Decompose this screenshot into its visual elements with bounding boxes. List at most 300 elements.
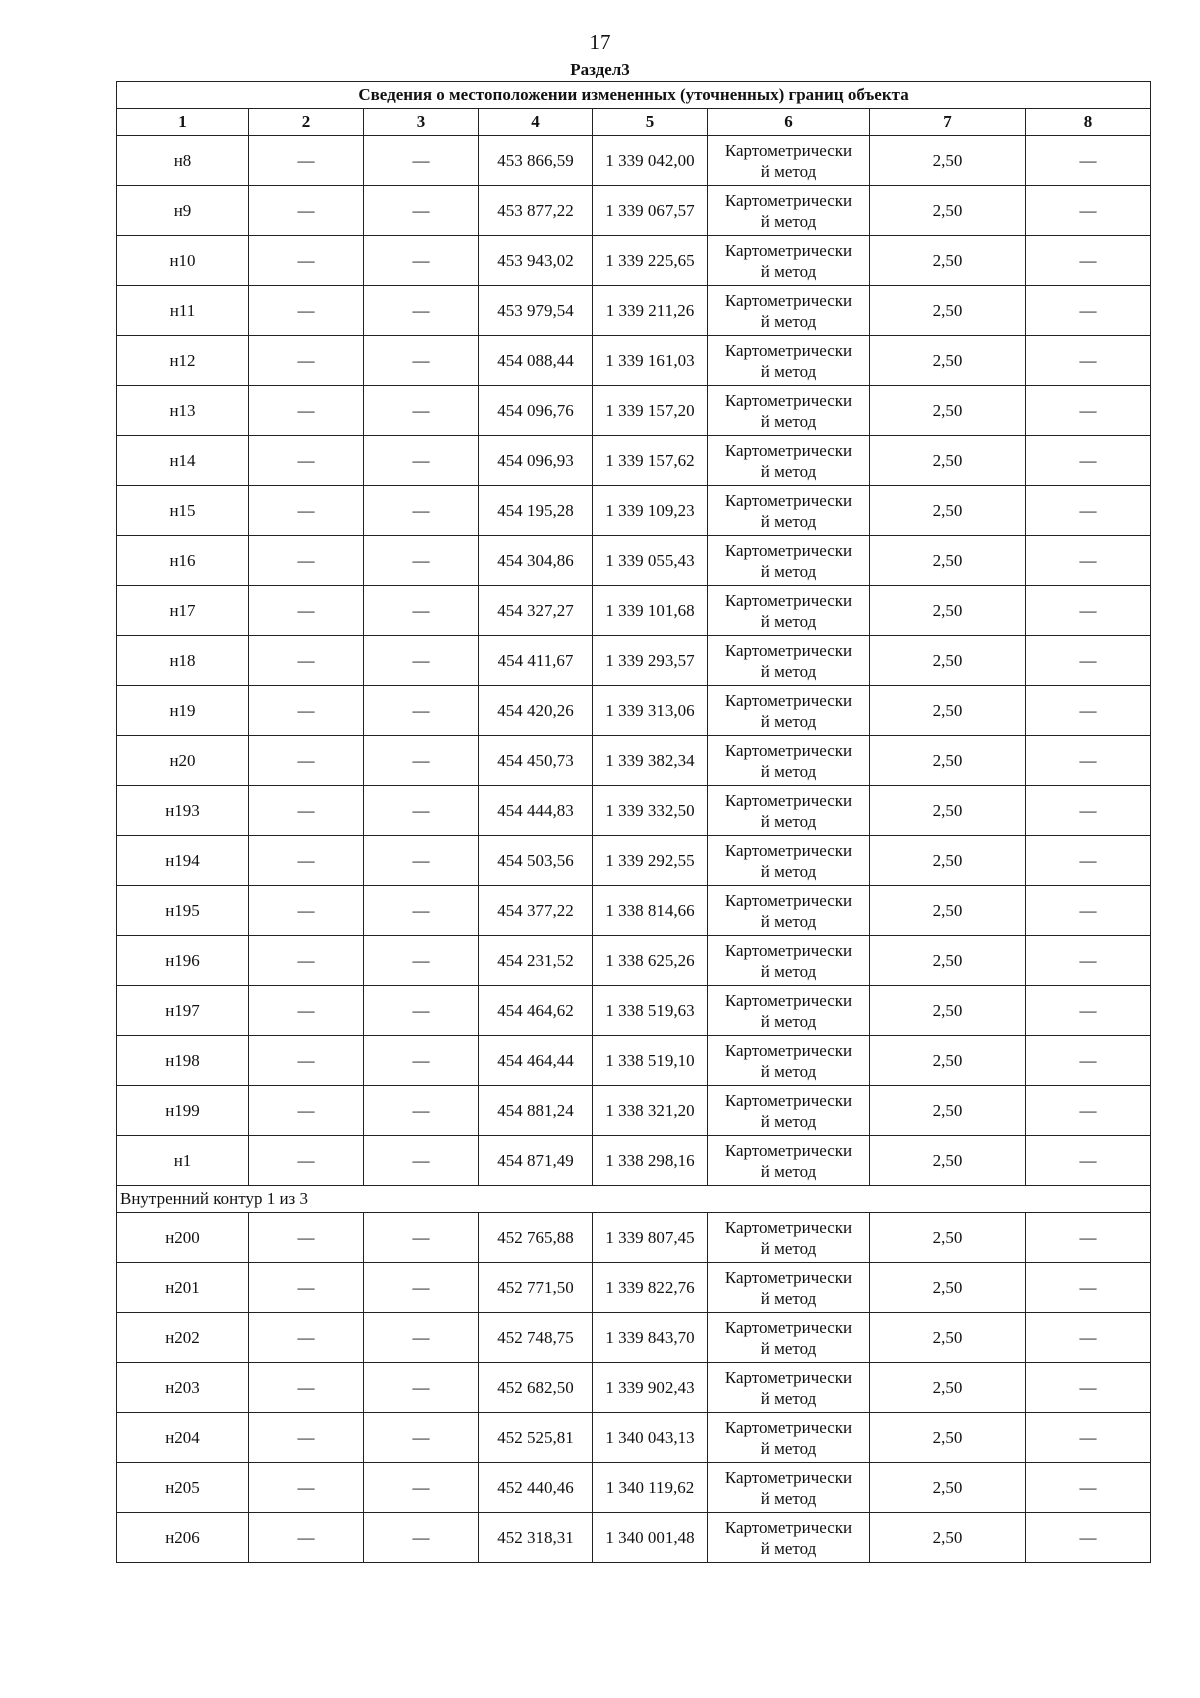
method-cell [708,286,870,336]
y-coordinate-cell: 1 339 225,65 [593,236,708,286]
method-line: й метод [760,1388,817,1408]
method-line: Картометрически [724,340,853,360]
y-coordinate-cell: 1 338 814,66 [593,886,708,936]
method-cell [708,136,870,186]
method-line: й метод [760,1161,817,1181]
method-line: й метод [760,411,817,431]
table-row [117,1463,1151,1513]
empty-cell-col3: — [364,286,479,336]
empty-cell-col8: — [1026,1213,1151,1263]
empty-cell-col8: — [1026,686,1151,736]
empty-cell-col3: — [364,1413,479,1463]
point-id-cell: н11 [117,286,249,336]
empty-cell-col2: — [249,136,364,186]
method-line: Картометрически [724,1090,853,1110]
empty-cell-col3: — [364,986,479,1036]
x-coordinate-cell: 454 096,76 [479,386,593,436]
x-coordinate-cell: 453 943,02 [479,236,593,286]
column-header: 8 [1026,109,1151,136]
point-id-cell: н19 [117,686,249,736]
x-coordinate-cell: 452 765,88 [479,1213,593,1263]
empty-cell-col3: — [364,836,479,886]
empty-cell-col2: — [249,336,364,386]
point-id-cell: н202 [117,1313,249,1363]
method-cell [708,486,870,536]
point-id-cell: н205 [117,1463,249,1513]
x-coordinate-cell: 454 871,49 [479,1136,593,1186]
page-number: 17 [589,30,611,54]
point-id-cell: н9 [117,186,249,236]
accuracy-cell: 2,50 [870,1513,1026,1563]
point-id-cell: н193 [117,786,249,836]
accuracy-cell: 2,50 [870,1363,1026,1413]
x-coordinate-cell: 454 411,67 [479,636,593,686]
empty-cell-col3: — [364,1036,479,1086]
empty-cell-col3: — [364,1263,479,1313]
method-line: й метод [760,311,817,331]
empty-cell-col3: — [364,786,479,836]
method-line: й метод [760,1238,817,1258]
empty-cell-col8: — [1026,186,1151,236]
table-row [117,1413,1151,1463]
table-row [117,286,1151,336]
y-coordinate-cell: 1 339 332,50 [593,786,708,836]
point-id-cell: н16 [117,536,249,586]
x-coordinate-cell: 454 195,28 [479,486,593,536]
point-id-cell: н201 [117,1263,249,1313]
empty-cell-col8: — [1026,1463,1151,1513]
table-row [117,486,1151,536]
x-coordinate-cell: 454 450,73 [479,736,593,786]
method-cell [708,786,870,836]
y-coordinate-cell: 1 338 321,20 [593,1086,708,1136]
point-id-cell: н204 [117,1413,249,1463]
x-coordinate-cell: 453 979,54 [479,286,593,336]
y-coordinate-cell: 1 339 292,55 [593,836,708,886]
table-row [117,186,1151,236]
point-id-cell: н206 [117,1513,249,1563]
empty-cell-col8: — [1026,1086,1151,1136]
y-coordinate-cell: 1 339 293,57 [593,636,708,686]
method-line: Картометрически [724,440,853,460]
empty-cell-col2: — [249,436,364,486]
method-line: Картометрически [724,1267,853,1287]
method-cell [708,1313,870,1363]
point-id-cell: н17 [117,586,249,636]
accuracy-cell: 2,50 [870,1413,1026,1463]
method-line: Картометрически [724,490,853,510]
accuracy-cell: 2,50 [870,1086,1026,1136]
empty-cell-col2: — [249,1213,364,1263]
method-line: Картометрически [724,740,853,760]
point-id-cell: н14 [117,436,249,486]
table-row [117,1036,1151,1086]
method-line: Картометрически [724,940,853,960]
empty-cell-col2: — [249,686,364,736]
table-row [117,1213,1151,1263]
empty-cell-col3: — [364,336,479,386]
table-row [117,1136,1151,1186]
method-cell [708,586,870,636]
y-coordinate-cell: 1 339 313,06 [593,686,708,736]
accuracy-cell: 2,50 [870,1213,1026,1263]
method-cell [708,686,870,736]
y-coordinate-cell: 1 339 101,68 [593,586,708,636]
method-line: Картометрически [724,790,853,810]
table-row [117,336,1151,386]
table-row [117,586,1151,636]
x-coordinate-cell: 452 318,31 [479,1513,593,1563]
empty-cell-col3: — [364,136,479,186]
point-id-cell: н199 [117,1086,249,1136]
x-coordinate-cell: 454 420,26 [479,686,593,736]
method-cell [708,436,870,486]
empty-cell-col8: — [1026,1263,1151,1313]
x-coordinate-cell: 454 881,24 [479,1086,593,1136]
empty-cell-col2: — [249,1086,364,1136]
method-line: й метод [760,1488,817,1508]
table-row [117,736,1151,786]
method-line: Картометрически [724,1517,853,1537]
point-id-cell: н8 [117,136,249,186]
table-caption: Сведения о местоположении измененных (уточненных) границ объекта [117,82,1151,109]
method-cell [708,1213,870,1263]
empty-cell-col2: — [249,386,364,436]
empty-cell-col2: — [249,886,364,936]
empty-cell-col2: — [249,1413,364,1463]
y-coordinate-cell: 1 339 055,43 [593,536,708,586]
table-row [117,1363,1151,1413]
y-coordinate-cell: 1 339 067,57 [593,186,708,236]
empty-cell-col3: — [364,186,479,236]
empty-cell-col2: — [249,1136,364,1186]
empty-cell-col8: — [1026,886,1151,936]
method-cell [708,1263,870,1313]
contour-label: Внутренний контур 1 из 3 [117,1186,1151,1213]
x-coordinate-cell: 454 464,44 [479,1036,593,1086]
empty-cell-col2: — [249,186,364,236]
table-caption-row [117,82,1151,109]
method-line: Картометрически [724,1217,853,1237]
method-line: Картометрически [724,1367,853,1387]
column-header: 3 [364,109,479,136]
method-line: Картометрически [724,290,853,310]
x-coordinate-cell: 452 525,81 [479,1413,593,1463]
empty-cell-col8: — [1026,536,1151,586]
accuracy-cell: 2,50 [870,1036,1026,1086]
table-row [117,236,1151,286]
empty-cell-col3: — [364,736,479,786]
empty-cell-col8: — [1026,486,1151,536]
empty-cell-col3: — [364,1086,479,1136]
method-line: й метод [760,1061,817,1081]
empty-cell-col8: — [1026,336,1151,386]
accuracy-cell: 2,50 [870,136,1026,186]
method-line: Картометрически [724,690,853,710]
empty-cell-col3: — [364,536,479,586]
empty-cell-col2: — [249,1463,364,1513]
table-row [117,1263,1151,1313]
empty-cell-col3: — [364,586,479,636]
y-coordinate-cell: 1 339 157,20 [593,386,708,436]
method-line: Картометрически [724,190,853,210]
method-line: й метод [760,811,817,831]
column-header: 5 [593,109,708,136]
point-id-cell: н1 [117,1136,249,1186]
empty-cell-col2: — [249,286,364,336]
method-line: Картометрически [724,1140,853,1160]
empty-cell-col3: — [364,636,479,686]
method-cell [708,536,870,586]
method-line: Картометрически [724,590,853,610]
y-coordinate-cell: 1 338 298,16 [593,1136,708,1186]
method-line: й метод [760,511,817,531]
column-header: 2 [249,109,364,136]
accuracy-cell: 2,50 [870,736,1026,786]
method-line: й метод [760,1538,817,1558]
y-coordinate-cell: 1 339 843,70 [593,1313,708,1363]
x-coordinate-cell: 452 682,50 [479,1363,593,1413]
method-line: й метод [760,561,817,581]
empty-cell-col3: — [364,486,479,536]
empty-cell-col3: — [364,236,479,286]
method-cell [708,1086,870,1136]
accuracy-cell: 2,50 [870,636,1026,686]
x-coordinate-cell: 454 503,56 [479,836,593,886]
table-row [117,686,1151,736]
method-cell [708,186,870,236]
method-line: й метод [760,711,817,731]
accuracy-cell: 2,50 [870,386,1026,436]
method-line: Картометрически [724,240,853,260]
method-cell [708,886,870,936]
y-coordinate-cell: 1 339 161,03 [593,336,708,386]
x-coordinate-cell: 454 464,62 [479,986,593,1036]
section-title: Раздел3 [570,60,630,79]
empty-cell-col2: — [249,986,364,1036]
y-coordinate-cell: 1 339 042,00 [593,136,708,186]
table-row [117,386,1151,436]
method-cell [708,1036,870,1086]
method-cell [708,986,870,1036]
accuracy-cell: 2,50 [870,1313,1026,1363]
table-row [117,936,1151,986]
empty-cell-col2: — [249,1363,364,1413]
y-coordinate-cell: 1 339 902,43 [593,1363,708,1413]
accuracy-cell: 2,50 [870,486,1026,536]
y-coordinate-cell: 1 339 211,26 [593,286,708,336]
method-cell [708,236,870,286]
table-row [117,1513,1151,1563]
empty-cell-col8: — [1026,236,1151,286]
method-line: й метод [760,1338,817,1358]
empty-cell-col3: — [364,936,479,986]
empty-cell-col2: — [249,1263,364,1313]
method-line: й метод [760,861,817,881]
boundary-coordinates-table [116,81,1151,1563]
empty-cell-col8: — [1026,1036,1151,1086]
accuracy-cell: 2,50 [870,686,1026,736]
point-id-cell: н195 [117,886,249,936]
method-line: й метод [760,761,817,781]
method-line: Картометрически [724,1467,853,1487]
method-cell [708,1136,870,1186]
point-id-cell: н196 [117,936,249,986]
empty-cell-col2: — [249,1513,364,1563]
method-line: Картометрически [724,390,853,410]
method-cell [708,386,870,436]
y-coordinate-cell: 1 338 625,26 [593,936,708,986]
empty-cell-col3: — [364,436,479,486]
y-coordinate-cell: 1 339 822,76 [593,1263,708,1313]
y-coordinate-cell: 1 339 807,45 [593,1213,708,1263]
y-coordinate-cell: 1 340 001,48 [593,1513,708,1563]
accuracy-cell: 2,50 [870,1136,1026,1186]
point-id-cell: н198 [117,1036,249,1086]
empty-cell-col2: — [249,786,364,836]
x-coordinate-cell: 454 327,27 [479,586,593,636]
empty-cell-col8: — [1026,986,1151,1036]
empty-cell-col8: — [1026,1136,1151,1186]
method-cell [708,1463,870,1513]
x-coordinate-cell: 452 771,50 [479,1263,593,1313]
empty-cell-col8: — [1026,386,1151,436]
empty-cell-col3: — [364,386,479,436]
empty-cell-col8: — [1026,636,1151,686]
empty-cell-col8: — [1026,136,1151,186]
empty-cell-col8: — [1026,1313,1151,1363]
empty-cell-col8: — [1026,586,1151,636]
y-coordinate-cell: 1 339 109,23 [593,486,708,536]
y-coordinate-cell: 1 340 043,13 [593,1413,708,1463]
method-line: Картометрически [724,1417,853,1437]
empty-cell-col3: — [364,1313,479,1363]
x-coordinate-cell: 452 440,46 [479,1463,593,1513]
point-id-cell: н10 [117,236,249,286]
table-row [117,136,1151,186]
accuracy-cell: 2,50 [870,886,1026,936]
method-line: й метод [760,911,817,931]
empty-cell-col8: — [1026,436,1151,486]
x-coordinate-cell: 454 231,52 [479,936,593,986]
empty-cell-col2: — [249,486,364,536]
empty-cell-col3: — [364,1363,479,1413]
point-id-cell: н197 [117,986,249,1036]
empty-cell-col8: — [1026,1413,1151,1463]
empty-cell-col8: — [1026,936,1151,986]
point-id-cell: н15 [117,486,249,536]
x-coordinate-cell: 454 088,44 [479,336,593,386]
y-coordinate-cell: 1 338 519,10 [593,1036,708,1086]
method-line: й метод [760,611,817,631]
method-line: й метод [760,1011,817,1031]
method-line: Картометрически [724,840,853,860]
method-line: й метод [760,261,817,281]
method-line: й метод [760,361,817,381]
empty-cell-col2: — [249,536,364,586]
point-id-cell: н18 [117,636,249,686]
empty-cell-col3: — [364,1136,479,1186]
column-header: 4 [479,109,593,136]
accuracy-cell: 2,50 [870,586,1026,636]
empty-cell-col2: — [249,1313,364,1363]
table-row [117,536,1151,586]
method-line: й метод [760,461,817,481]
empty-cell-col8: — [1026,786,1151,836]
x-coordinate-cell: 454 377,22 [479,886,593,936]
table-row [117,986,1151,1036]
x-coordinate-cell: 454 304,86 [479,536,593,586]
accuracy-cell: 2,50 [870,336,1026,386]
x-coordinate-cell: 453 866,59 [479,136,593,186]
method-line: й метод [760,1288,817,1308]
method-line: й метод [760,961,817,981]
method-line: Картометрически [724,540,853,560]
empty-cell-col2: — [249,936,364,986]
method-cell [708,936,870,986]
x-coordinate-cell: 452 748,75 [479,1313,593,1363]
accuracy-cell: 2,50 [870,436,1026,486]
y-coordinate-cell: 1 338 519,63 [593,986,708,1036]
table-row [117,436,1151,486]
accuracy-cell: 2,50 [870,286,1026,336]
method-line: Картометрически [724,1317,853,1337]
column-header-row [117,109,1151,136]
accuracy-cell: 2,50 [870,836,1026,886]
column-header: 1 [117,109,249,136]
table-row [117,786,1151,836]
empty-cell-col2: — [249,1036,364,1086]
x-coordinate-cell: 454 096,93 [479,436,593,486]
empty-cell-col2: — [249,586,364,636]
empty-cell-col3: — [364,1513,479,1563]
empty-cell-col2: — [249,736,364,786]
empty-cell-col3: — [364,886,479,936]
method-line: й метод [760,1111,817,1131]
column-header: 7 [870,109,1026,136]
method-line: й метод [760,661,817,681]
method-line: й метод [760,161,817,181]
accuracy-cell: 2,50 [870,1263,1026,1313]
method-line: й метод [760,211,817,231]
contour-label-row [117,1186,1151,1213]
table-row [117,1313,1151,1363]
point-id-cell: н200 [117,1213,249,1263]
accuracy-cell: 2,50 [870,986,1026,1036]
method-cell [708,336,870,386]
method-cell [708,1363,870,1413]
method-line: Картометрически [724,990,853,1010]
method-cell [708,636,870,686]
x-coordinate-cell: 454 444,83 [479,786,593,836]
method-line: Картометрически [724,640,853,660]
accuracy-cell: 2,50 [870,236,1026,286]
y-coordinate-cell: 1 339 157,62 [593,436,708,486]
point-id-cell: н203 [117,1363,249,1413]
table-row [117,1086,1151,1136]
empty-cell-col3: — [364,1213,479,1263]
method-line: Картометрически [724,140,853,160]
x-coordinate-cell: 453 877,22 [479,186,593,236]
empty-cell-col8: — [1026,836,1151,886]
empty-cell-col3: — [364,686,479,736]
empty-cell-col8: — [1026,1363,1151,1413]
table-row [117,636,1151,686]
y-coordinate-cell: 1 340 119,62 [593,1463,708,1513]
method-cell [708,736,870,786]
column-header: 6 [708,109,870,136]
accuracy-cell: 2,50 [870,786,1026,836]
